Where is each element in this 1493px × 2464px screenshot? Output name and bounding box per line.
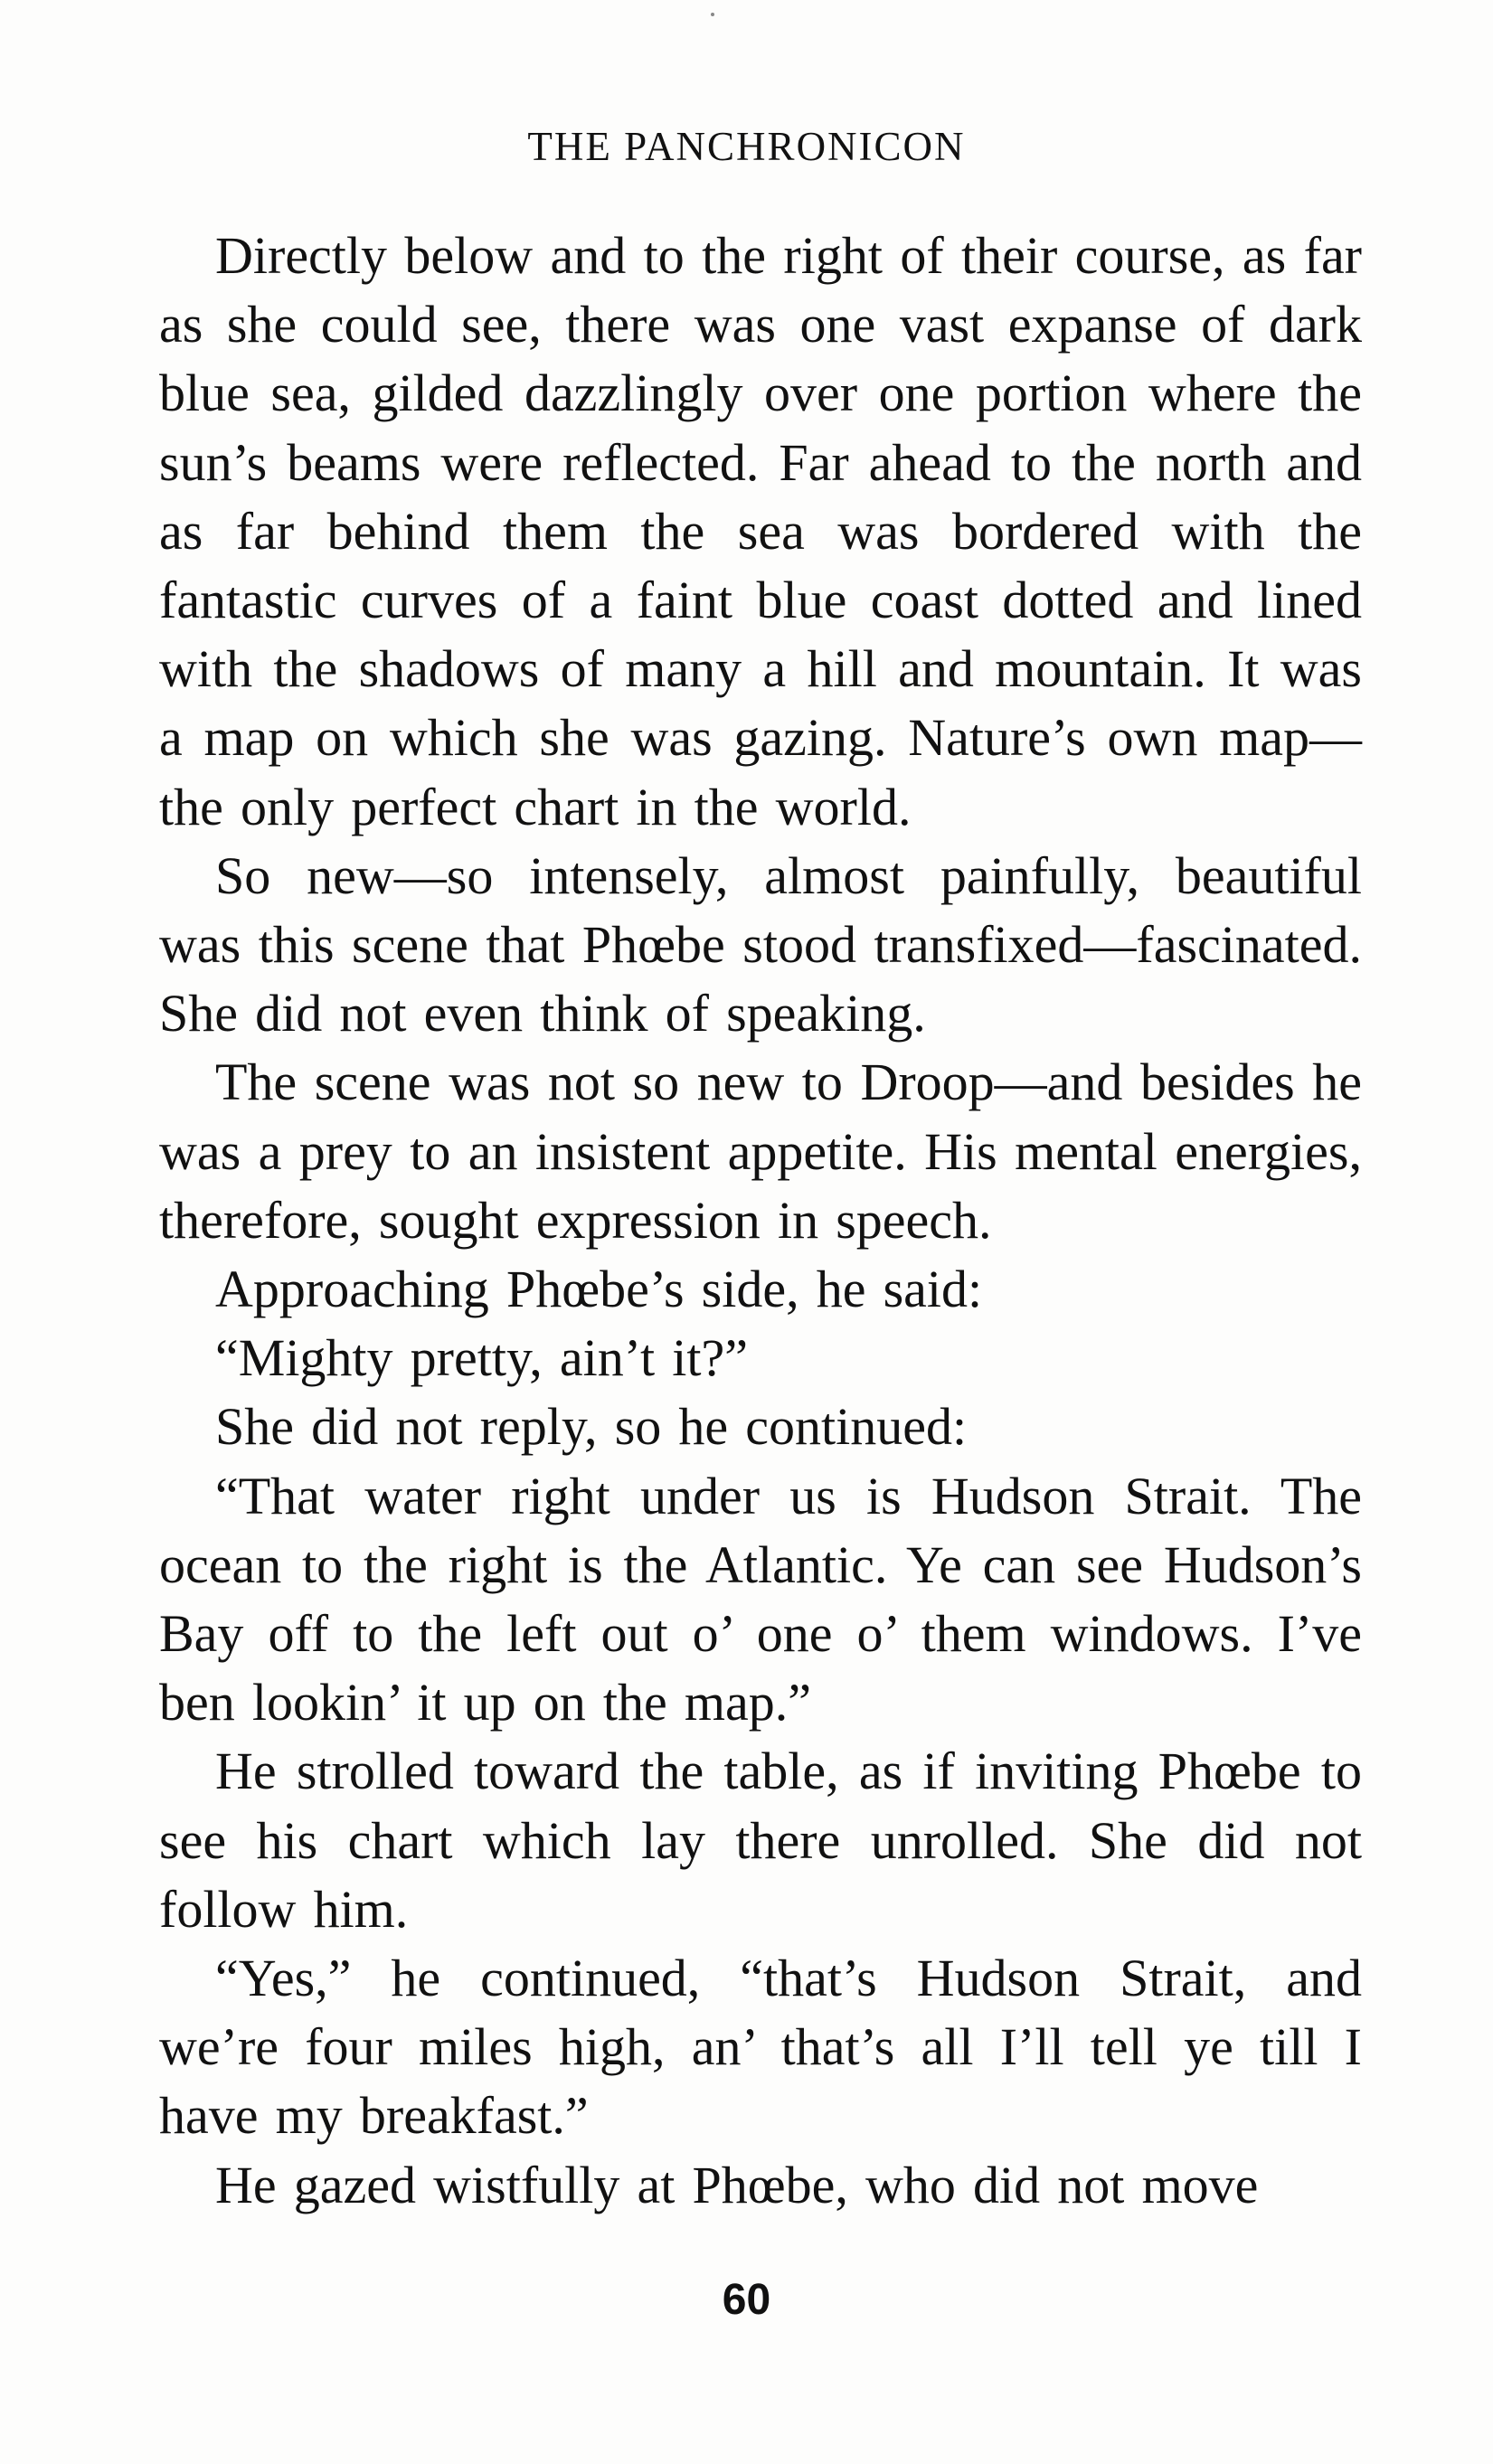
paragraph: She did not reply, so he continued: — [215, 1397, 968, 1457]
paragraph: “Mighty pretty, ain’t it?” — [215, 1328, 748, 1388]
paragraph: “Yes,” he continued, “that’s Hudson Strait, and we’re four miles high, an’ that’s all I’ll tell ye till I have my breakfast.” — [159, 1949, 1362, 2146]
paragraph: He gazed wistfully at Phœbe, who did not move — [215, 2155, 1259, 2214]
paragraph: So new—so intensely, almost painfully, beautiful was this scene that Phœbe stood transfixed—fascinated. She did not even think of speaking. — [159, 845, 1362, 1043]
body-text — [159, 222, 1362, 2220]
paragraph: Directly below and to the right of their course, as far as she could see, there was one vast expanse of dark blue sea, gilded dazzlingly over one portion where the sun’s beams were reflected. Far ahead to the north and as far behind them the sea was bordered with the fantastic curves of a faint blue coast dotted and lined with the shadows of many a hill and mountain. It was a map on which she was gazing. Nature’s own map—the only perfect chart in the world. — [159, 226, 1362, 836]
paragraph: The scene was not so new to Droop—and besides he was a prey to an insistent appetite. His mental energies, therefore, sought expression in speech. — [159, 1053, 1362, 1250]
running-head: THE PANCHRONICON — [527, 124, 966, 169]
paragraph: He strolled toward the table, as if inviting Phœbe to see his chart which lay there unrolled. She did not follow him. — [159, 1742, 1362, 1939]
paragraph: “That water right under us is Hudson Strait. The ocean to the right is the Atlantic. Ye can see Hudson’s Bay off to the left out o’ one o’ them windows. I’ve ben lookin’ it up on the map.” — [159, 1466, 1362, 1732]
paper-speck — [711, 13, 714, 16]
paragraph: Approaching Phœbe’s side, he said: — [215, 1260, 983, 1319]
page-number: 60 — [722, 2276, 771, 2324]
